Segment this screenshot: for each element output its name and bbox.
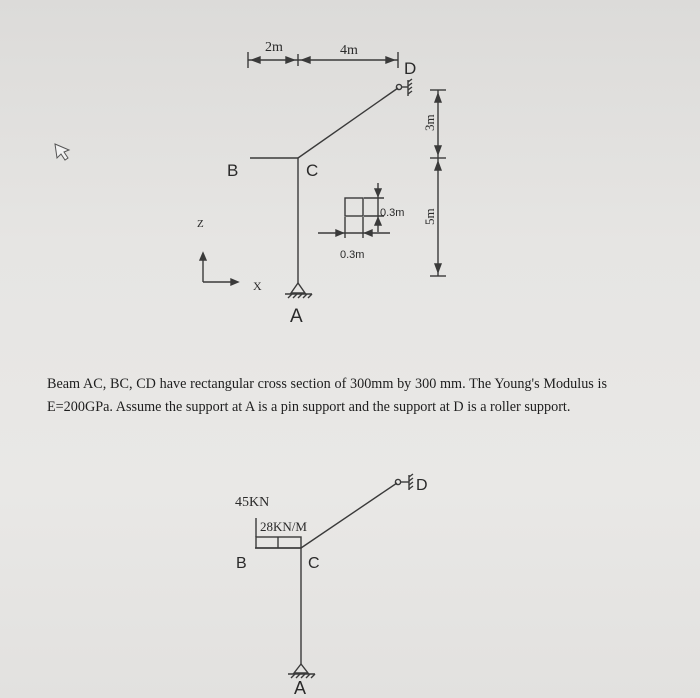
node-label-b: B [227, 161, 239, 180]
member-cd-2 [301, 483, 397, 548]
point-load-label: 45KN [235, 495, 270, 510]
member-cd [298, 88, 398, 158]
node-label-a: A [290, 306, 303, 327]
pin-a-2 [294, 664, 308, 673]
node-label-b-2: B [236, 555, 247, 572]
node-label-d-2: D [416, 477, 428, 494]
node-label-d: D [404, 59, 417, 78]
dim-label-4m: 4m [340, 43, 358, 58]
problem-statement: Beam AC, BC, CD have rectangular cross section of 300mm by 300 mm. The Young's Modulus is E=200GPa. Assume the support at A is a pin support and the support at D is a roller support. [47, 376, 607, 415]
pin-a [291, 283, 305, 293]
cursor-icon [55, 144, 69, 160]
figure-2 [255, 474, 413, 678]
section-label-horizontal: 0.3m [340, 249, 365, 261]
distributed-load-label: 28KN/M [260, 519, 307, 534]
section-label-vertical: 0.3m [380, 207, 405, 219]
axis-z-arrow [200, 253, 206, 260]
dim-label-2m: 2m [265, 40, 283, 55]
dim-label-3m: 3m [422, 114, 437, 131]
dim-label-5m: 5m [422, 208, 437, 225]
axis-label-z: Z [197, 218, 204, 230]
roller-d-2 [395, 479, 400, 484]
roller-d [396, 84, 401, 89]
cross-section-square [345, 198, 363, 216]
axis-x-arrow [231, 279, 238, 285]
node-label-a-2: A [294, 678, 307, 698]
axis-label-x: X [253, 279, 262, 293]
node-label-c: C [306, 161, 319, 180]
node-label-c-2: C [308, 555, 320, 572]
